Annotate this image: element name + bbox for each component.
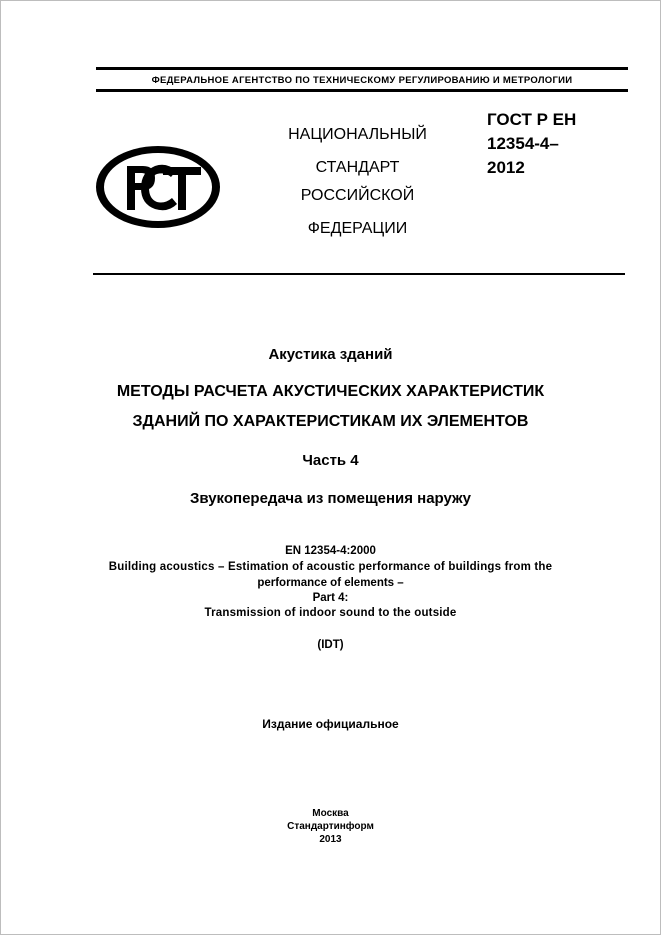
title-main-line-2: ЗДАНИЙ ПО ХАРАКТЕРИСТИКАМ ИХ ЭЛЕМЕНТОВ	[132, 413, 529, 430]
standard-type-line-2: СТАНДАРТ	[315, 159, 400, 176]
title-subtitle: Звукопередача из помещения наружу	[189, 490, 472, 507]
source-title-line-2: performance of elements –	[257, 577, 404, 589]
title-part: Часть 4	[302, 452, 359, 469]
standard-type-line-1: НАЦИОНАЛЬНЫЙ	[288, 126, 427, 143]
header-bottom-rule	[93, 273, 625, 275]
imprint-city: Москва	[312, 808, 349, 819]
designation-line-3: 2012	[487, 158, 525, 177]
source-title-line-1: Building acoustics – Estimation of acoustic performance of buildings from the	[108, 561, 553, 573]
source-part: Part 4:	[312, 592, 349, 604]
source-code: EN 12354-4:2000	[285, 545, 376, 557]
designation-line-2: 12354-4–	[487, 134, 559, 153]
title-topic: Акустика зданий	[268, 346, 393, 363]
rst-logo	[93, 144, 223, 230]
standard-type-line-3: РОССИЙСКОЙ	[300, 187, 415, 204]
top-rule-thick	[96, 67, 628, 70]
title-main-line-1: МЕТОДЫ РАСЧЕТА АКУСТИЧЕСКИХ ХАРАКТЕРИСТИК	[116, 383, 545, 400]
agency-name: ФЕДЕРАЛЬНОЕ АГЕНТСТВО ПО ТЕХНИЧЕСКОМУ РЕГУЛИРОВАНИЮ И МЕТРОЛОГИИ	[151, 75, 573, 86]
top-rule-lower	[96, 89, 628, 92]
imprint-year: 2013	[319, 834, 342, 845]
designation-line-1: ГОСТ Р ЕН	[487, 110, 577, 129]
source-title-line-3: Transmission of indoor sound to the outside	[204, 607, 457, 619]
standard-type-line-4: ФЕДЕРАЦИИ	[307, 220, 408, 237]
idt-label: (IDT)	[317, 639, 344, 651]
edition-label: Издание официальное	[262, 717, 399, 731]
imprint-publisher: Стандартинформ	[287, 821, 374, 832]
